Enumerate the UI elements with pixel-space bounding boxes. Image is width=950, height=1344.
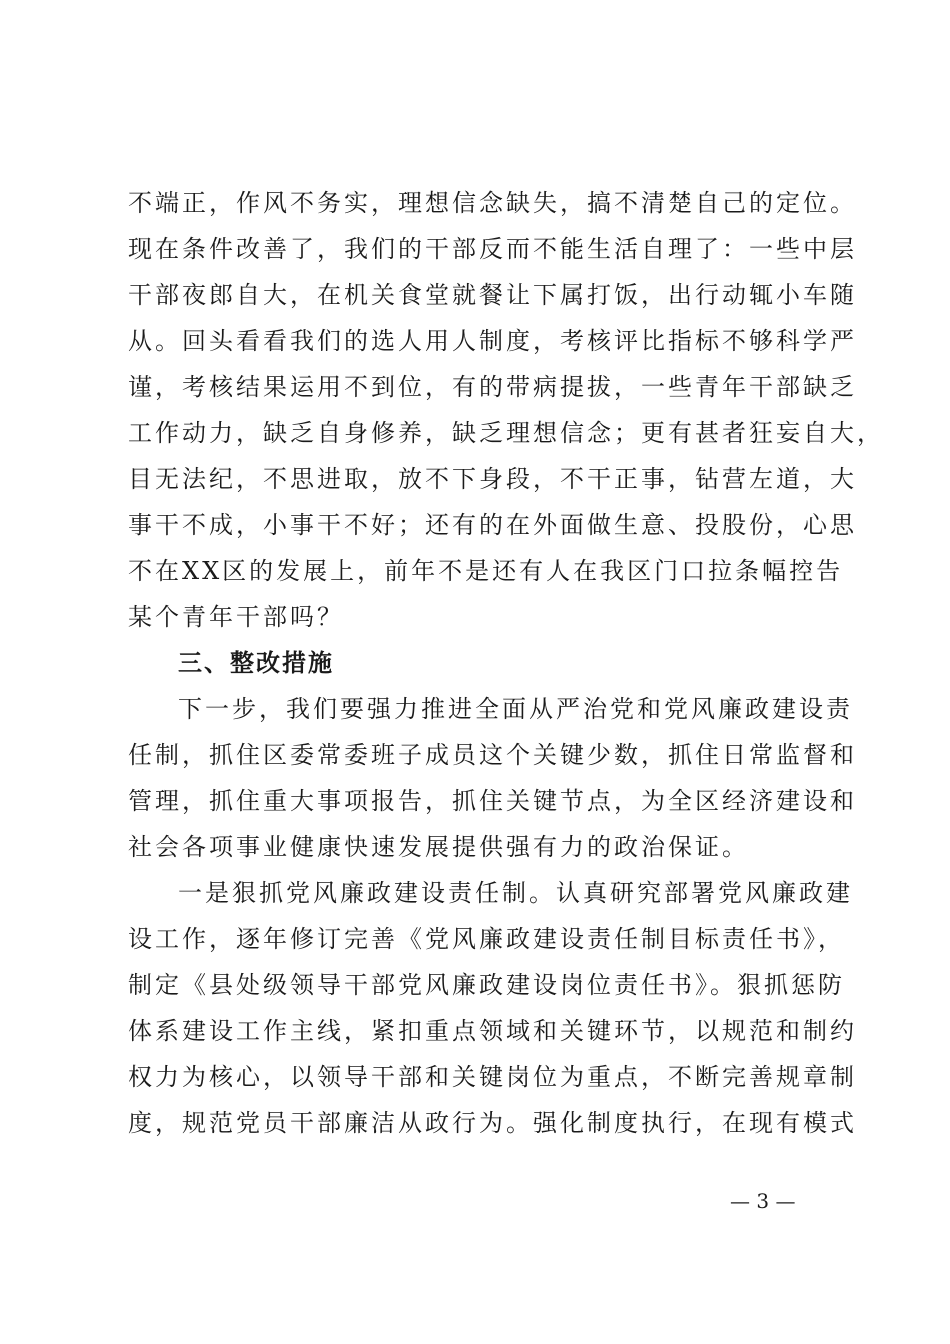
paragraph-2-line-1: 下一步，我们要强力推进全面从严治党和党风廉政建设责 bbox=[178, 695, 853, 723]
paragraph-3-line-2: 设工作，逐年修订完善《党风廉政建设责任制目标责任书》， bbox=[128, 925, 845, 953]
paragraph-1-line-6: 工作动力，缺乏自身修养，缺乏理想信念；更有甚者狂妄自大， bbox=[128, 419, 884, 447]
paragraph-3-line-1: 一是狠抓党风廉政建设责任制。认真研究部署党风廉政建 bbox=[178, 879, 853, 907]
paragraph-3-line-3: 制定《县处级领导干部党风廉政建设岗位责任书》。狠抓惩防 bbox=[128, 971, 845, 999]
paragraph-1-line-1: 不端正，作风不务实，理想信念缺失，搞不清楚自己的定位。 bbox=[128, 189, 857, 217]
paragraph-1-line-4: 从。回头看看我们的选人用人制度，考核评比指标不够科学严 bbox=[128, 327, 857, 355]
paragraph-1-line-5: 谨，考核结果运用不到位，有的带病提拔，一些青年干部缺乏 bbox=[128, 373, 857, 401]
section-heading: 三、整改措施 bbox=[178, 648, 334, 677]
paragraph-3-line-5: 权力为核心，以领导干部和关键岗位为重点，不断完善规章制 bbox=[128, 1063, 857, 1091]
paragraph-1-line-9: 不在XX区的发展上，前年不是还有人在我区门口拉条幅控告 bbox=[128, 557, 844, 585]
paragraph-2-line-4: 社会各项事业健康快速发展提供强有力的政治保证。 bbox=[128, 833, 749, 861]
paragraph-2-line-2: 任制，抓住区委常委班子成员这个关键少数，抓住日常监督和 bbox=[128, 741, 857, 769]
paragraph-1-line-2: 现在条件改善了，我们的干部反而不能生活自理了：一些中层 bbox=[128, 235, 857, 263]
paragraph-3-line-6: 度，规范党员干部廉洁从政行为。强化制度执行，在现有模式 bbox=[128, 1109, 857, 1137]
paragraph-1-line-3: 干部夜郎自大，在机关食堂就餐让下属打饭，出行动辄小车随 bbox=[128, 281, 857, 309]
paragraph-1-line-8: 事干不成，小事干不好；还有的在外面做生意、投股份，心思 bbox=[128, 511, 857, 539]
paragraph-2-line-3: 管理，抓住重大事项报告，抓住关键节点，为全区经济建设和 bbox=[128, 787, 857, 815]
paragraph-1 bbox=[128, 180, 884, 1146]
page-number: — 3 — bbox=[730, 1189, 796, 1213]
paragraph-1-line-7: 目无法纪，不思进取，放不下身段，不干正事，钻营左道，大 bbox=[128, 465, 857, 493]
paragraph-1-line-10: 某个青年干部吗？ bbox=[128, 603, 344, 631]
paragraph-3-line-4: 体系建设工作主线，紧扣重点领域和关键环节，以规范和制约 bbox=[128, 1017, 857, 1045]
